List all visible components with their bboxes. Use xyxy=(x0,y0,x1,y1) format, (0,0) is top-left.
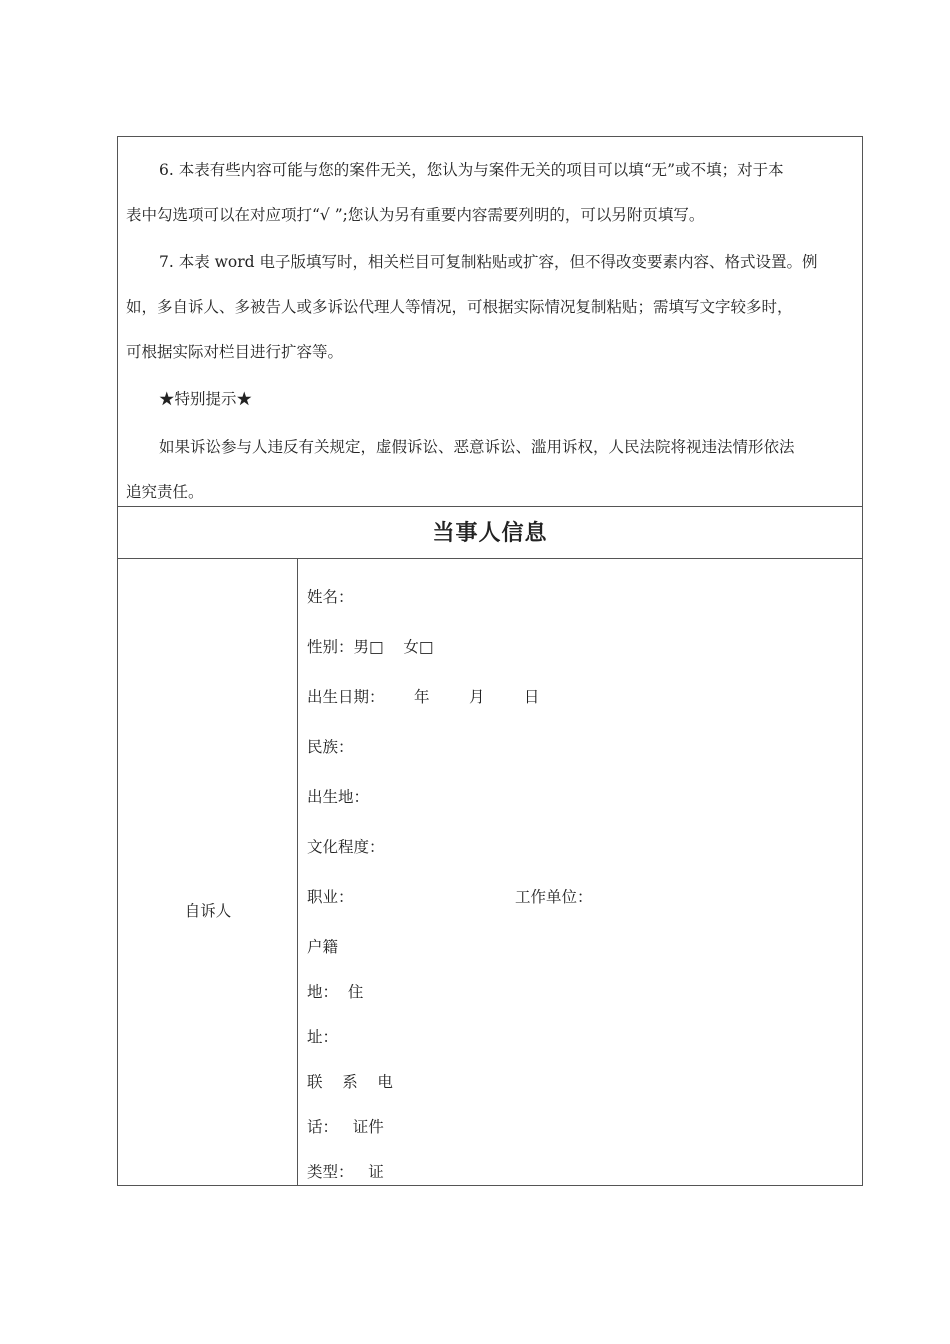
note-item-6-line1: 6. 本表有些内容可能与您的案件无关，您认为与案件无关的项目可以填“无”或不填；对于本 xyxy=(159,161,784,179)
warning-line1: 如果诉讼参与人违反有关规定，虚假诉讼、恶意诉讼、滥用诉权，人民法院将视违法情形依法 xyxy=(159,438,795,456)
phone-field-line2[interactable]: 话： 证件 xyxy=(307,1118,384,1136)
section-title: 当事人信息 xyxy=(432,520,548,546)
note-item-7-line3: 可根据实际对栏目进行扩容等。 xyxy=(126,343,344,361)
education-field[interactable]: 文化程度： xyxy=(307,838,385,856)
special-notice-heading: ★特别提示★ xyxy=(159,390,253,408)
private-prosecutor-section xyxy=(118,559,862,1185)
employer-field[interactable]: 工作单位： xyxy=(515,888,593,906)
section-title-row xyxy=(118,507,862,559)
phone-field-line1[interactable]: 联 系 电 xyxy=(307,1073,393,1091)
id-type-field[interactable]: 类型： 证 xyxy=(307,1163,384,1181)
birthplace-field[interactable]: 出生地： xyxy=(307,788,370,806)
hukou-field-line2[interactable]: 地： 住 xyxy=(307,983,364,1001)
gender-field[interactable]: 性别：男□ 女□ xyxy=(307,638,434,656)
hukou-field-line1[interactable]: 户籍 xyxy=(307,938,339,956)
party-label-cell xyxy=(118,559,298,1185)
note-item-7-line2: 如，多自诉人、多被告人或多诉讼代理人等情况，可根据实际情况复制粘贴；需填写文字较多时， xyxy=(126,298,793,316)
instructions-section xyxy=(118,137,862,507)
note-item-7-line1: 7. 本表 word 电子版填写时，相关栏目可复制粘贴或扩容，但不得改变要素内容、格式设置。例 xyxy=(159,253,818,271)
ethnicity-field[interactable]: 民族： xyxy=(307,738,354,756)
litigation-form xyxy=(117,136,863,1186)
birth-date-field[interactable]: 出生日期： 年 月 日 xyxy=(307,688,540,706)
warning-line2: 追究责任。 xyxy=(126,483,204,501)
address-field[interactable]: 址： xyxy=(307,1028,339,1046)
note-item-6-line2: 表中勾选项可以在对应项打“√ ”;您认为另有重要内容需要列明的，可以另附页填写。 xyxy=(126,206,705,224)
party-label: 自诉人 xyxy=(184,902,232,920)
name-field[interactable]: 姓名： xyxy=(307,588,354,606)
occupation-field[interactable]: 职业： xyxy=(307,888,354,906)
